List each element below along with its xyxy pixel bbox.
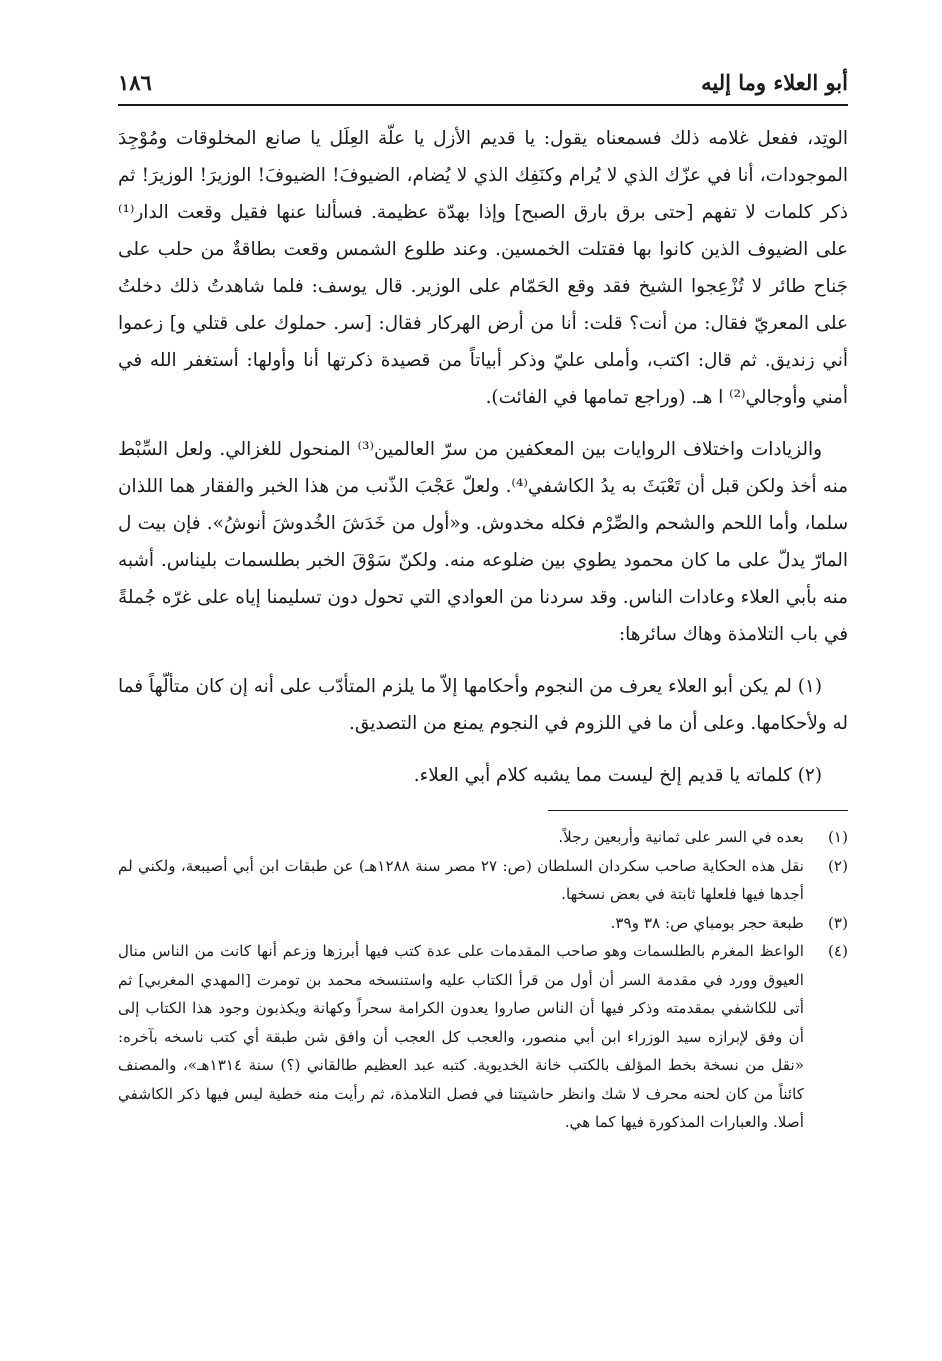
footnote-number: (٣) (827, 913, 848, 932)
running-title: أبو العلاء وما إليه (701, 70, 848, 95)
footnote-number: (٤) (827, 942, 848, 960)
footnote (118, 852, 848, 909)
footnotes (118, 823, 848, 1137)
book-page (118, 62, 848, 1137)
footnote-number: (٢) (827, 856, 848, 875)
footnote-separator (548, 810, 848, 811)
paragraph: الوتِد، ففعل غلامه ذلك فسمعناه يقول: يا قديم الأزل يا علّة العِلَل يا صانع المخلوقات ومُوْجِدَ الموجودات، أنا في عزّك الذي لا يُرام وكنَفِك الذي لا يُضام، الضيوفَ! الضيوفَ! الوزيرَ! الوزيرَ! ثم ذكر كلمات لا تفهم [حتى برق بارق الصبح] وإذا بهدّة عظيمة. فسألنا عنها فقيل وقعت الدار⁽¹⁾ على الضيوف الذين كانوا بها فقتلت الخمسين. وعند طلوع الشمس وقعت بطاقةٌ من حلب على جَناح طائر لا تُزْعِجوا الشيخ فقد وقع الحَمّام على الوزير. قال يوسف: فلما شاهدتُ ذلك دخلتُ على المعريّ فقال: من أنت؟ قلت: أنا من أرض الهركار فقال: [سر. حملوك على قتلي و] زعموا أني زنديق. ثم قال: اكتب، وأملى عليّ وذكر أبياتاً من قصيدة ذكرتها أنا وأولها: أستغفر الله في أمني وأوجالي⁽²⁾ ا هـ. (وراجع تمامها في الفائت). (118, 128, 848, 408)
page-header (118, 62, 848, 106)
numbered-point: (١) لم يكن أبو العلاء يعرف من النجوم وأحكامها إلاّ ما يلزم المتأدّب على أنه إن كان متألّهاً فما له ولأحكامها. وعلى أن ما في اللزوم في النجوم يمنع من التصديق. (118, 676, 848, 734)
footnote (118, 937, 848, 1137)
main-text (118, 120, 848, 794)
footnote-text: طبعة حجر بومباي ص: ٣٨ و٣٩. (610, 913, 804, 932)
footnote-number: (١) (827, 828, 848, 846)
footnote-text: نقل هذه الحكاية صاحب سكردان السلطان (ص: ٢٧ مصر سنة ١٢٨٨هـ) عن طبقات ابن أبي أصيبعة، ولكني لم أجدها فيها فلعلها ثابتة في بعض نسخها. (118, 856, 805, 903)
footnote-text: بعده في السر على ثمانية وأربعين رجلاً. (558, 828, 804, 846)
footnote (118, 823, 848, 852)
numbered-point: (٢) كلماته يا قديم إلخ ليست مما يشبه كلام أبي العلاء. (413, 765, 822, 786)
page-number: ١٨٦ (118, 70, 152, 95)
footnote-text: الواعظ المغرم بالطلسمات وهو صاحب المقدمات على عدة كتب فيها أبرزها وزعم أنها كانت من الناس منال العيوق وورد في مقدمة السر أن أول من قرأ الكتاب عليه واستنسخه محمد بن تومرت [المهدي المغربي] ثم أتى للكاشفي بمقدمته وذكر فيها أن الناس صاروا يعدون الكرامة سحراً وكهانة ويكذبون وجود هذا الكتاب إلى أن وفق لإبرازه سيد الوزراء ابن أبي منصور، والعجب كل العجب أن وافق شن طبقة أي كتب ناسخه بآخره: «نقل من نسخة بخط المؤلف بالكتب خانة الخديوية. كتبه عبد العظيم طالقاني (؟) سنة ١٣١٤هـ»، والمصنف كائناً من كان لحنه محرف لا شك وانظر حاشيتنا في فصل التلامذة، ثم رأيت منه خطية ليس فيها ذكر الكاشفي أصلا. والعبارات المذكورة فيها كما هي. (118, 942, 804, 1131)
footnote (118, 909, 848, 938)
paragraph: والزيادات واختلاف الروايات بين المعكفين من سرّ العالمين⁽³⁾ المنحول للغزالي. ولعل السِّبْط منه أخذ ولكن قبل أن تَعْبَثَ به يدُ الكاشفي⁽⁴⁾. ولعلّ عَجْبَ الذّنب من هذا الخبر والفقار هما اللذان سلما، وأما اللحم والشحم والصِّرْم فكله مخدوش. و«أول من خَدَشَ الخُدوشَ أنوشُ». فإن بيت ل المارّ يدلّ على ما كان محمود يطوي بين ضلوعه منه. ولكنّ سَوْقَ الخبر بطلسمات بليناس. أشبه منه بأبي العلاء وعادات الناس. وقد سردنا من العوادي التي تحول دون تسليمنا إياه على غرّه جُملةً في باب التلامذة وهاك سائرها: (118, 439, 848, 645)
